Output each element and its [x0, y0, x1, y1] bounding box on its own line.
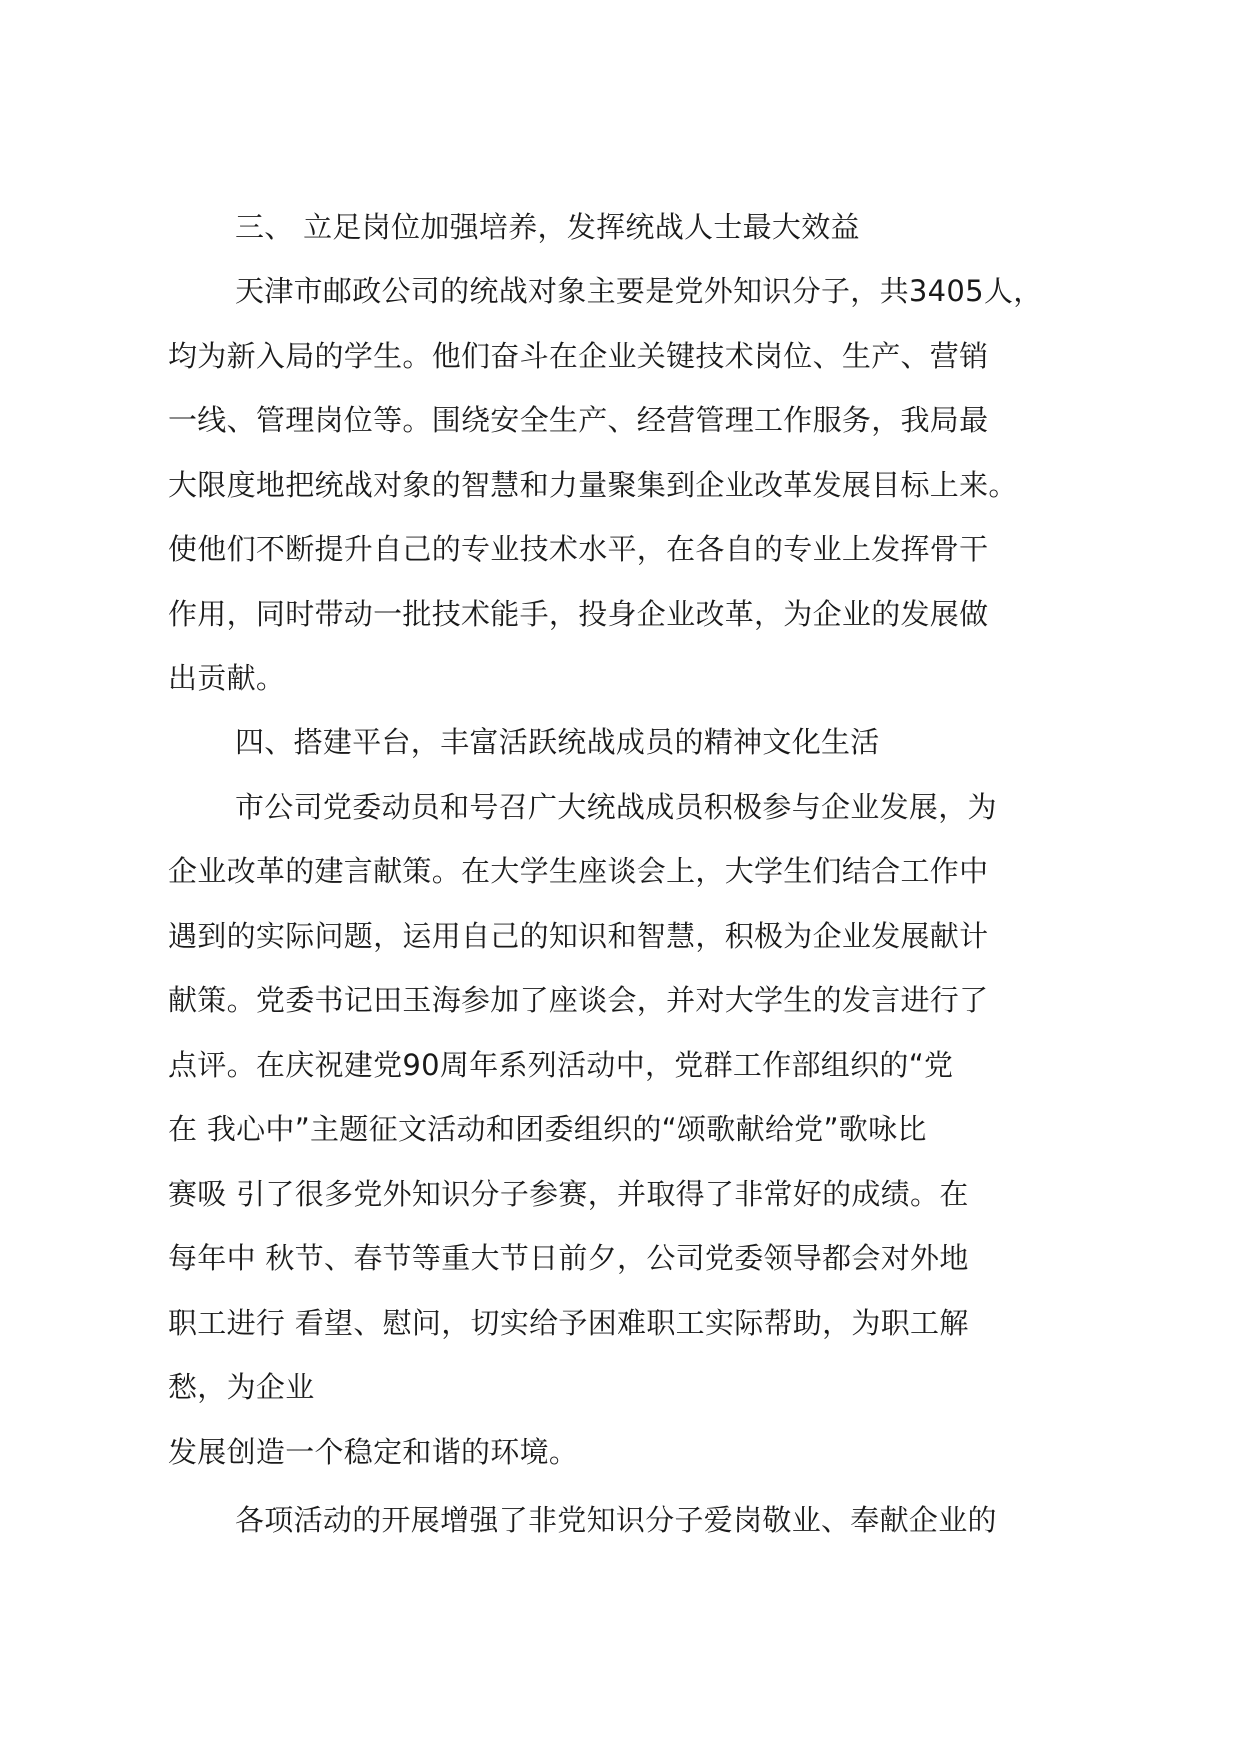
paragraph-line: 遇到的实际问题，运用自己的知识和智慧，积极为企业发展献计	[168, 919, 989, 953]
paragraph-line: 出贡献。	[168, 661, 286, 695]
paragraph-line: 发展创造一个稳定和谐的环境。	[168, 1435, 579, 1469]
paragraph-line: 在 我心中”主题征文活动和团委组织的“颂歌献给党”歌咏比	[168, 1112, 927, 1146]
paragraph-line: 天津市邮政公司的统战对象主要是党外知识分子，共3405人，	[235, 274, 1043, 308]
section-heading-3: 三、 立足岗位加强培养，发挥统战人士最大效益	[235, 210, 860, 244]
paragraph-line: 一线、管理岗位等。围绕安全生产、经营管理工作服务，我局最	[168, 403, 989, 437]
paragraph-line: 使他们不断提升自己的专业技术水平，在各自的专业上发挥骨干	[168, 532, 989, 566]
paragraph-line: 赛吸 引了很多党外知识分子参赛，并取得了非常好的成绩。在	[168, 1177, 969, 1211]
paragraph-line: 每年中 秋节、春节等重大节日前夕，公司党委领导都会对外地	[168, 1241, 969, 1275]
paragraph-line: 职工进行 看望、慰问，切实给予困难职工实际帮助，为职工解	[168, 1306, 969, 1340]
paragraph-line: 市公司党委动员和号召广大统战成员积极参与企业发展，为	[235, 790, 997, 824]
paragraph-line: 大限度地把统战对象的智慧和力量聚集到企业改革发展目标上来。	[168, 468, 1018, 502]
paragraph-line: 献策。党委书记田玉海参加了座谈会，并对大学生的发言进行了	[168, 983, 989, 1017]
paragraph-line: 愁，为企业	[168, 1370, 315, 1404]
paragraph-line: 均为新入局的学生。他们奋斗在企业关键技术岗位、生产、营销	[168, 339, 989, 373]
paragraph-line: 作用，同时带动一批技术能手，投身企业改革，为企业的发展做	[168, 597, 989, 631]
section-heading-4: 四、搭建平台，丰富活跃统战成员的精神文化生活	[235, 725, 880, 759]
paragraph-line: 点评。在庆祝建党90周年系列活动中，党群工作部组织的“党	[168, 1048, 954, 1082]
paragraph-line: 企业改革的建言献策。在大学生座谈会上，大学生们结合工作中	[168, 854, 989, 888]
paragraph-line: 各项活动的开展增强了非党知识分子爱岗敬业、奉献企业的	[235, 1503, 997, 1537]
